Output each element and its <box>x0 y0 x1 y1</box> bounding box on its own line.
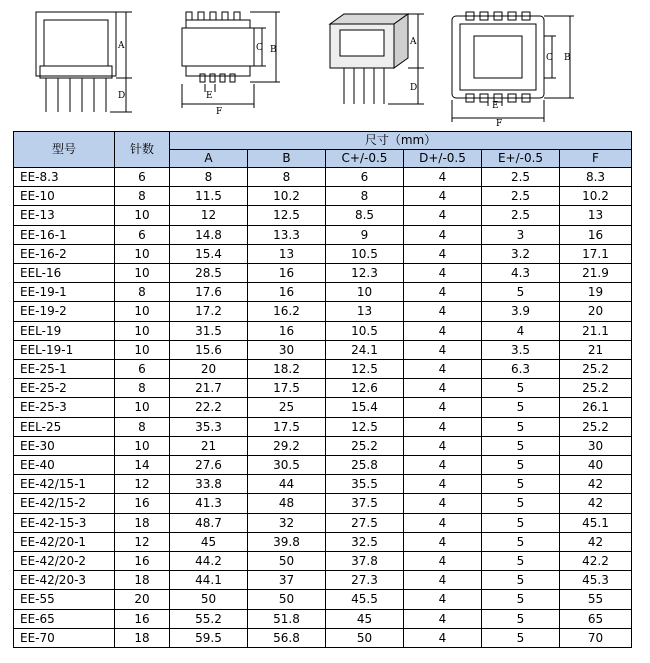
value-cell: 4 <box>404 609 482 628</box>
value-cell: 44.1 <box>170 571 248 590</box>
value-cell: 50 <box>170 590 248 609</box>
header-dim-c: C+/-0.5 <box>326 150 404 168</box>
value-cell: 15.4 <box>170 244 248 263</box>
value-cell: 37 <box>248 571 326 590</box>
value-cell: 4 <box>404 628 482 647</box>
value-cell: 16 <box>248 264 326 283</box>
value-cell: 5 <box>482 456 560 475</box>
value-cell: 6 <box>115 360 170 379</box>
value-cell: 42 <box>560 475 632 494</box>
value-cell: 4 <box>404 436 482 455</box>
value-cell: 4 <box>404 552 482 571</box>
value-cell: 4 <box>404 187 482 206</box>
value-cell: 55 <box>560 590 632 609</box>
value-cell: 35.3 <box>170 417 248 436</box>
header-dim-f: F <box>560 150 632 168</box>
value-cell: 44.2 <box>170 552 248 571</box>
value-cell: 17.1 <box>560 244 632 263</box>
value-cell: 12.5 <box>326 417 404 436</box>
value-cell: 6 <box>115 168 170 187</box>
model-cell: EE-42/15-2 <box>14 494 115 513</box>
value-cell: 41.3 <box>170 494 248 513</box>
value-cell: 8 <box>115 417 170 436</box>
header-model: 型号 <box>14 132 115 168</box>
value-cell: 45.3 <box>560 571 632 590</box>
value-cell: 32 <box>248 513 326 532</box>
value-cell: 21.7 <box>170 379 248 398</box>
value-cell: 4 <box>404 360 482 379</box>
value-cell: 4 <box>404 168 482 187</box>
value-cell: 13 <box>326 302 404 321</box>
model-cell: EEL-19-1 <box>14 340 115 359</box>
value-cell: 5 <box>482 436 560 455</box>
header-size-group: 尺寸（mm） <box>170 132 632 150</box>
table-row <box>14 340 632 359</box>
value-cell: 3.2 <box>482 244 560 263</box>
value-cell: 59.5 <box>170 628 248 647</box>
value-cell: 12.3 <box>326 264 404 283</box>
value-cell: 50 <box>248 552 326 571</box>
value-cell: 10.5 <box>326 321 404 340</box>
table-row <box>14 494 632 513</box>
value-cell: 8 <box>248 168 326 187</box>
table-row <box>14 302 632 321</box>
value-cell: 5 <box>482 628 560 647</box>
value-cell: 50 <box>326 628 404 647</box>
value-cell: 3.5 <box>482 340 560 359</box>
dim-label: E <box>492 101 499 111</box>
model-cell: EE-25-2 <box>14 379 115 398</box>
value-cell: 37.8 <box>326 552 404 571</box>
table-row <box>14 513 632 532</box>
value-cell: 4 <box>404 494 482 513</box>
model-cell: EE-55 <box>14 590 115 609</box>
value-cell: 42 <box>560 532 632 551</box>
value-cell: 13 <box>248 244 326 263</box>
value-cell: 4 <box>482 321 560 340</box>
value-cell: 13 <box>560 206 632 225</box>
value-cell: 45.1 <box>560 513 632 532</box>
table-row <box>14 456 632 475</box>
value-cell: 4 <box>404 340 482 359</box>
value-cell: 2.5 <box>482 187 560 206</box>
value-cell: 4 <box>404 206 482 225</box>
table-row <box>14 552 632 571</box>
model-cell: EE-16-2 <box>14 244 115 263</box>
value-cell: 48 <box>248 494 326 513</box>
header-dim-e: E+/-0.5 <box>482 150 560 168</box>
header-dim-d: D+/-0.5 <box>404 150 482 168</box>
value-cell: 10.5 <box>326 244 404 263</box>
value-cell: 17.5 <box>248 379 326 398</box>
value-cell: 16.2 <box>248 302 326 321</box>
value-cell: 45 <box>170 532 248 551</box>
value-cell: 22.2 <box>170 398 248 417</box>
value-cell: 8 <box>326 187 404 206</box>
value-cell: 5 <box>482 417 560 436</box>
value-cell: 5 <box>482 552 560 571</box>
model-cell: EEL-19 <box>14 321 115 340</box>
table-row <box>14 168 632 187</box>
value-cell: 15.6 <box>170 340 248 359</box>
value-cell: 27.6 <box>170 456 248 475</box>
value-cell: 2.5 <box>482 168 560 187</box>
table-row <box>14 379 632 398</box>
value-cell: 17.2 <box>170 302 248 321</box>
dim-label: C <box>256 43 263 53</box>
value-cell: 3 <box>482 225 560 244</box>
model-cell: EE-25-1 <box>14 360 115 379</box>
dim-label: D <box>118 91 126 101</box>
spec-table <box>13 131 632 648</box>
value-cell: 18 <box>115 628 170 647</box>
value-cell: 5 <box>482 494 560 513</box>
value-cell: 4.3 <box>482 264 560 283</box>
value-cell: 8.3 <box>560 168 632 187</box>
value-cell: 8 <box>115 379 170 398</box>
value-cell: 3.9 <box>482 302 560 321</box>
value-cell: 19 <box>560 283 632 302</box>
value-cell: 24.1 <box>326 340 404 359</box>
value-cell: 10 <box>115 206 170 225</box>
value-cell: 17.5 <box>248 417 326 436</box>
model-cell: EE-19-1 <box>14 283 115 302</box>
value-cell: 14 <box>115 456 170 475</box>
value-cell: 10 <box>115 398 170 417</box>
dim-label: E <box>206 91 213 101</box>
value-cell: 10.2 <box>248 187 326 206</box>
value-cell: 4 <box>404 264 482 283</box>
value-cell: 18.2 <box>248 360 326 379</box>
value-cell: 42 <box>560 494 632 513</box>
table-row <box>14 360 632 379</box>
value-cell: 12 <box>170 206 248 225</box>
table-row <box>14 187 632 206</box>
value-cell: 65 <box>560 609 632 628</box>
value-cell: 4 <box>404 532 482 551</box>
value-cell: 51.8 <box>248 609 326 628</box>
value-cell: 12 <box>115 532 170 551</box>
value-cell: 13.3 <box>248 225 326 244</box>
model-cell: EE-25-3 <box>14 398 115 417</box>
value-cell: 16 <box>115 494 170 513</box>
value-cell: 15.4 <box>326 398 404 417</box>
value-cell: 21 <box>170 436 248 455</box>
table-row <box>14 436 632 455</box>
value-cell: 2.5 <box>482 206 560 225</box>
value-cell: 21.9 <box>560 264 632 283</box>
value-cell: 35.5 <box>326 475 404 494</box>
value-cell: 70 <box>560 628 632 647</box>
value-cell: 25.2 <box>560 417 632 436</box>
value-cell: 25.2 <box>560 379 632 398</box>
value-cell: 4 <box>404 513 482 532</box>
model-cell: EE-42/20-1 <box>14 532 115 551</box>
value-cell: 10.2 <box>560 187 632 206</box>
value-cell: 30 <box>248 340 326 359</box>
value-cell: 10 <box>115 244 170 263</box>
value-cell: 30 <box>560 436 632 455</box>
value-cell: 56.8 <box>248 628 326 647</box>
drawing-side-view <box>182 12 280 108</box>
value-cell: 26.1 <box>560 398 632 417</box>
model-cell: EE-65 <box>14 609 115 628</box>
value-cell: 5 <box>482 532 560 551</box>
table-row <box>14 609 632 628</box>
table-row <box>14 532 632 551</box>
value-cell: 44 <box>248 475 326 494</box>
table-row <box>14 206 632 225</box>
value-cell: 40 <box>560 456 632 475</box>
table-row <box>14 283 632 302</box>
value-cell: 4 <box>404 475 482 494</box>
value-cell: 25.2 <box>560 360 632 379</box>
value-cell: 5 <box>482 379 560 398</box>
model-cell: EE-16-1 <box>14 225 115 244</box>
value-cell: 21 <box>560 340 632 359</box>
dim-label: D <box>410 83 418 93</box>
model-cell: EE-10 <box>14 187 115 206</box>
value-cell: 12.5 <box>248 206 326 225</box>
dim-label: C <box>546 53 553 63</box>
value-cell: 45.5 <box>326 590 404 609</box>
value-cell: 10 <box>115 340 170 359</box>
value-cell: 31.5 <box>170 321 248 340</box>
table-row <box>14 244 632 263</box>
value-cell: 55.2 <box>170 609 248 628</box>
table-row <box>14 321 632 340</box>
model-cell: EE-42/20-2 <box>14 552 115 571</box>
value-cell: 10 <box>326 283 404 302</box>
value-cell: 16 <box>248 283 326 302</box>
value-cell: 25.8 <box>326 456 404 475</box>
drawing-top-view <box>452 12 574 122</box>
model-cell: EE-13 <box>14 206 115 225</box>
dim-label: A <box>118 41 125 51</box>
value-cell: 45 <box>326 609 404 628</box>
value-cell: 32.5 <box>326 532 404 551</box>
model-cell: EE-40 <box>14 456 115 475</box>
value-cell: 4 <box>404 379 482 398</box>
value-cell: 8 <box>115 283 170 302</box>
header-pins: 针数 <box>115 132 170 168</box>
value-cell: 8 <box>170 168 248 187</box>
value-cell: 21.1 <box>560 321 632 340</box>
value-cell: 27.3 <box>326 571 404 590</box>
value-cell: 37.5 <box>326 494 404 513</box>
table-row <box>14 571 632 590</box>
table-row <box>14 225 632 244</box>
value-cell: 16 <box>115 552 170 571</box>
value-cell: 4 <box>404 321 482 340</box>
value-cell: 4 <box>404 302 482 321</box>
value-cell: 10 <box>115 264 170 283</box>
value-cell: 4 <box>404 590 482 609</box>
value-cell: 10 <box>115 436 170 455</box>
dim-label: A <box>410 37 417 47</box>
table-row <box>14 398 632 417</box>
value-cell: 29.2 <box>248 436 326 455</box>
value-cell: 12 <box>115 475 170 494</box>
value-cell: 10 <box>115 302 170 321</box>
value-cell: 9 <box>326 225 404 244</box>
dim-label: B <box>564 53 571 63</box>
model-cell: EEL-25 <box>14 417 115 436</box>
model-cell: EEL-16 <box>14 264 115 283</box>
value-cell: 6 <box>115 225 170 244</box>
table-row <box>14 264 632 283</box>
value-cell: 39.8 <box>248 532 326 551</box>
value-cell: 18 <box>115 513 170 532</box>
model-cell: EE-42-15-3 <box>14 513 115 532</box>
value-cell: 4 <box>404 283 482 302</box>
value-cell: 28.5 <box>170 264 248 283</box>
value-cell: 12.6 <box>326 379 404 398</box>
value-cell: 12.5 <box>326 360 404 379</box>
value-cell: 11.5 <box>170 187 248 206</box>
model-cell: EE-42/15-1 <box>14 475 115 494</box>
transformer-drawings <box>0 0 650 126</box>
value-cell: 4 <box>404 571 482 590</box>
header-dim-b: B <box>248 150 326 168</box>
dim-label: F <box>216 107 223 117</box>
value-cell: 25.2 <box>326 436 404 455</box>
value-cell: 5 <box>482 398 560 417</box>
value-cell: 5 <box>482 513 560 532</box>
dim-label: F <box>496 119 503 126</box>
value-cell: 4 <box>404 456 482 475</box>
value-cell: 25 <box>248 398 326 417</box>
value-cell: 20 <box>115 590 170 609</box>
model-cell: EE-70 <box>14 628 115 647</box>
value-cell: 6.3 <box>482 360 560 379</box>
value-cell: 50 <box>248 590 326 609</box>
value-cell: 17.6 <box>170 283 248 302</box>
value-cell: 48.7 <box>170 513 248 532</box>
value-cell: 16 <box>560 225 632 244</box>
value-cell: 16 <box>248 321 326 340</box>
model-cell: EE-8.3 <box>14 168 115 187</box>
value-cell: 20 <box>560 302 632 321</box>
value-cell: 33.8 <box>170 475 248 494</box>
table-row <box>14 628 632 647</box>
model-cell: EE-42/20-3 <box>14 571 115 590</box>
model-cell: EE-19-2 <box>14 302 115 321</box>
value-cell: 8 <box>115 187 170 206</box>
value-cell: 30.5 <box>248 456 326 475</box>
value-cell: 5 <box>482 609 560 628</box>
value-cell: 5 <box>482 475 560 494</box>
value-cell: 10 <box>115 321 170 340</box>
table-row <box>14 417 632 436</box>
table-row <box>14 590 632 609</box>
value-cell: 4 <box>404 244 482 263</box>
value-cell: 18 <box>115 571 170 590</box>
value-cell: 8.5 <box>326 206 404 225</box>
dim-label: B <box>270 45 277 55</box>
model-cell: EE-30 <box>14 436 115 455</box>
value-cell: 27.5 <box>326 513 404 532</box>
value-cell: 42.2 <box>560 552 632 571</box>
table-body <box>14 168 632 648</box>
value-cell: 4 <box>404 417 482 436</box>
value-cell: 5 <box>482 283 560 302</box>
value-cell: 4 <box>404 225 482 244</box>
value-cell: 5 <box>482 590 560 609</box>
value-cell: 14.8 <box>170 225 248 244</box>
header-dim-a: A <box>170 150 248 168</box>
value-cell: 5 <box>482 571 560 590</box>
value-cell: 16 <box>115 609 170 628</box>
value-cell: 6 <box>326 168 404 187</box>
table-row <box>14 475 632 494</box>
value-cell: 20 <box>170 360 248 379</box>
value-cell: 4 <box>404 398 482 417</box>
